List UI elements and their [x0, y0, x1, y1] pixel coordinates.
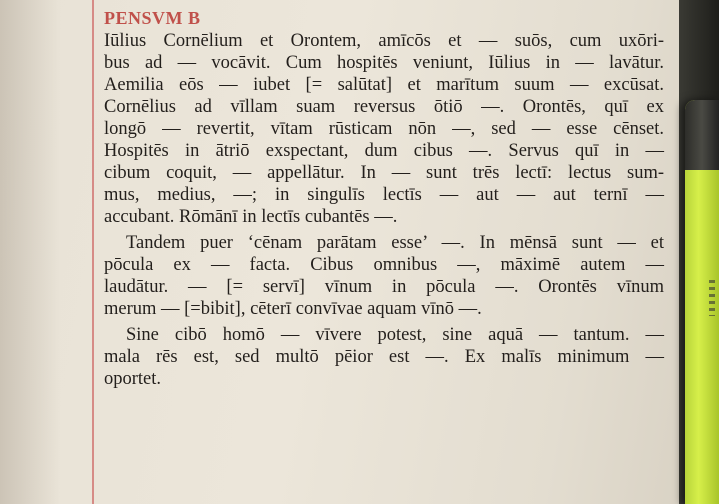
- text-line: cibum coquit, — appellātur. In — sunt trēs lectī: lectus sum-: [104, 163, 664, 183]
- text-line: bus ad — vocāvit. Cum hospitēs veniunt, Iūlius in — lavātur.: [104, 53, 664, 73]
- text-line: oportet.: [104, 369, 162, 389]
- margin-rule: [92, 0, 94, 504]
- paragraph-1: [104, 30, 664, 228]
- pen-grip: [709, 280, 715, 316]
- highlighter-cap: [685, 100, 719, 170]
- text-line: merum — [=bibit], cēterī convīvae aquam vīnō —.: [104, 299, 482, 319]
- text-line: Iūlius Cornēlium et Orontem, amīcōs et — suōs, cum uxōri-: [104, 31, 664, 51]
- text-line: Tandem puer ‘cēnam parātam esse’ —. In mēnsā sunt — et: [126, 233, 664, 253]
- text-line: mus, medius, —; in singulīs lectīs — aut — aut ternī —: [104, 185, 664, 205]
- text-line: Cornēlius ad vīllam suam reversus ōtiō —. Orontēs, quī ex: [104, 97, 664, 117]
- text-line: Hospitēs in ātriō exspectant, dum cibus —. Servus quī in —: [104, 141, 664, 161]
- text-line: accubant. Rōmānī in lectīs cubantēs —.: [104, 207, 398, 227]
- text-line: longō — revertit, vītam rūsticam nōn —, sed — esse cēnset.: [104, 119, 664, 139]
- text-line: mala rēs est, sed multō pēior est —. Ex malīs minimum —: [104, 347, 664, 367]
- text-line: Aemilia eōs — iubet [= salūtat] et marītum suum — excūsat.: [104, 75, 664, 95]
- paragraph-3: [104, 324, 664, 390]
- text-line: pōcula ex — facta. Cibus omnibus —, māximē autem —: [104, 255, 664, 275]
- text-line: laudātur. — [= servī] vīnum in pōcula —. Orontēs vīnum: [104, 277, 664, 297]
- paragraph-2: [104, 232, 664, 320]
- exercise-heading: PENSVM B: [104, 8, 201, 28]
- text-line: Sine cibō homō — vīvere potest, sine aquā — tantum. —: [126, 325, 664, 345]
- page-shadow: [0, 0, 60, 504]
- exercise-text: [104, 6, 664, 390]
